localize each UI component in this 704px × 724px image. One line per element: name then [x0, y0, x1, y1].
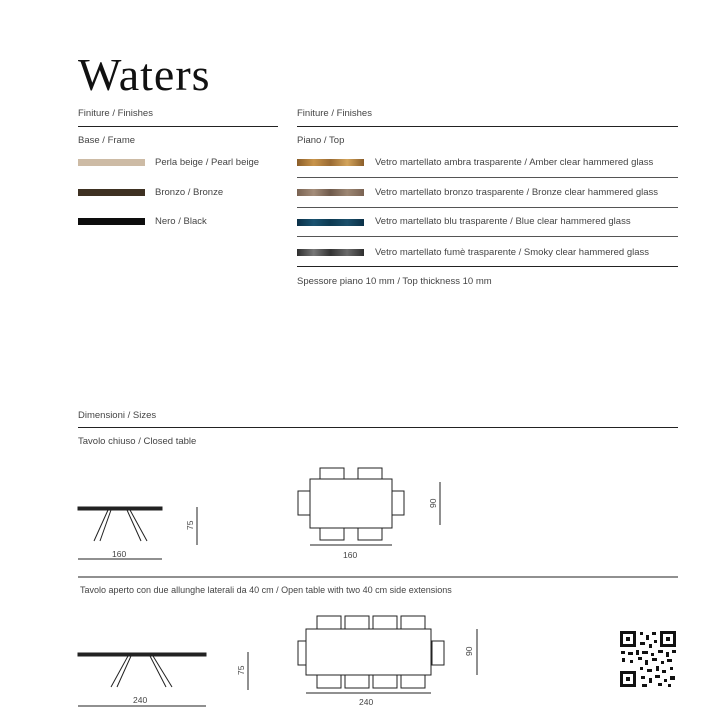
- swatch-label: Bronzo / Bronze: [155, 187, 224, 198]
- swatch-label: Perla beige / Pearl beige: [155, 157, 260, 168]
- closed-plan-length-dimension: 160: [343, 550, 358, 560]
- top-finishes-heading: Finiture / Finishes: [297, 108, 372, 119]
- open-length-dimension: 240: [133, 695, 148, 705]
- qr-code-icon: [620, 631, 676, 687]
- open-table-label: Tavolo aperto con due allunghe laterali da 40 cm / Open table with two 40 cm side extensions: [80, 585, 452, 595]
- top-thickness-note: Spessore piano 10 mm / Top thickness 10 mm: [297, 276, 492, 287]
- open-side-view: [78, 652, 248, 706]
- sizes-heading: Dimensioni / Sizes: [78, 410, 157, 421]
- open-height-dimension: 75: [236, 665, 246, 675]
- swatch-label: Vetro martellato blu trasparente / Blue clear hammered glass: [375, 216, 631, 227]
- closed-length-dimension: 160: [112, 549, 127, 559]
- open-plan-length-dimension: 240: [359, 697, 374, 707]
- open-plan-view: [298, 616, 477, 693]
- swatch-label: Vetro martellato fumè trasparente / Smoky clear hammered glass: [375, 247, 650, 258]
- closed-height-dimension: 75: [185, 520, 195, 530]
- top-subheading: Piano / Top: [297, 135, 345, 146]
- open-plan-width-dimension: 90: [464, 646, 474, 656]
- frame-subheading: Base / Frame: [78, 135, 136, 146]
- closed-plan-width-dimension: 90: [428, 498, 438, 508]
- closed-side-view: [78, 507, 197, 559]
- swatch-label: Vetro martellato ambra trasparente / Amber clear hammered glass: [375, 157, 654, 168]
- product-title: Waters: [78, 49, 211, 100]
- closed-plan-view: [298, 468, 440, 545]
- closed-table-label: Tavolo chiuso / Closed table: [78, 436, 197, 447]
- swatch-label: Nero / Black: [155, 216, 207, 227]
- swatch-label: Vetro martellato bronzo trasparente / Bronze clear hammered glass: [375, 187, 659, 198]
- frame-finishes-heading: Finiture / Finishes: [78, 108, 153, 119]
